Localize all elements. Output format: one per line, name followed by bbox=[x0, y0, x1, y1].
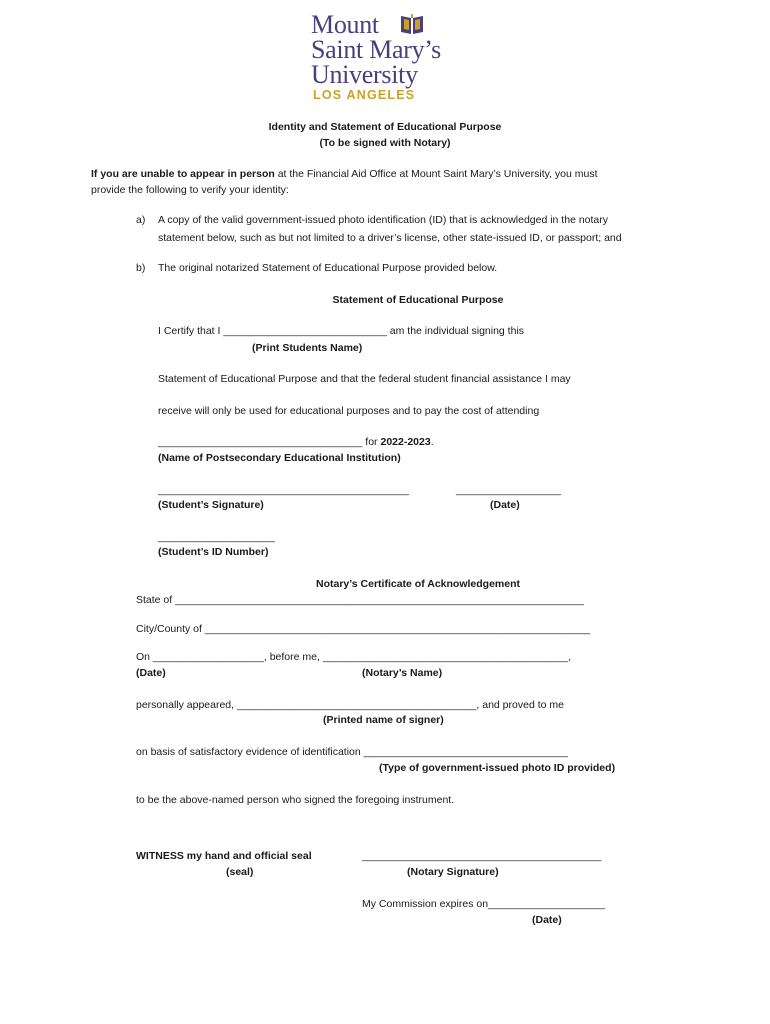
logo-line-saint-marys: Saint Mary’s bbox=[311, 35, 442, 64]
logo-line-university: University bbox=[311, 60, 418, 89]
document-subtitle: (To be signed with Notary) bbox=[319, 137, 451, 149]
intro-line-1 bbox=[91, 168, 598, 180]
item-a-marker: a) bbox=[136, 214, 146, 226]
item-a-line-1: A copy of the valid government-issued photo identification (ID) that is acknowledged in the notary bbox=[158, 214, 609, 226]
student-signature-blank: ___________________________________________ bbox=[158, 484, 410, 496]
item-a-line-2: statement below, such as but not limited to a driver’s license, other state-issued ID, or passport; and bbox=[158, 232, 622, 244]
item-b-line-1: The original notarized Statement of Educational Purpose provided below. bbox=[158, 262, 498, 274]
document-title: Identity and Statement of Educational Purpose bbox=[268, 121, 502, 133]
university-logo bbox=[311, 10, 471, 102]
evidence-line: on basis of satisfactory evidence of identification ___________________________________ bbox=[136, 746, 569, 758]
institution-blank: ___________________________________ for bbox=[158, 436, 381, 448]
intro-bold: If you are unable to appear in person bbox=[91, 168, 275, 180]
institution-period: . bbox=[430, 436, 434, 448]
certify-line: I Certify that I ____________________________ am the individual signing this bbox=[158, 325, 525, 337]
notary-date-label: (Date) bbox=[136, 667, 166, 679]
commission-date-label: (Date) bbox=[532, 914, 562, 926]
notary-signature-label: (Notary Signature) bbox=[407, 866, 499, 878]
witness-line: WITNESS my hand and official seal bbox=[136, 850, 312, 862]
notary-on-line: On ___________________, before me, __________________________________________, bbox=[136, 651, 572, 663]
intro-rest: at the Financial Aid Office at Mount Saint Mary’s University, you must bbox=[274, 168, 598, 180]
logo-line-mount: Mount bbox=[311, 10, 379, 39]
institution-label-text: (Name of Postsecondary Educational Institution) bbox=[158, 452, 401, 464]
student-date-blank: __________________ bbox=[456, 484, 562, 496]
commission-expires-line: My Commission expires on____________________ bbox=[362, 898, 605, 910]
notary-state-line: State of ______________________________________________________________________ bbox=[136, 594, 584, 606]
notary-name-label: (Notary’s Name) bbox=[362, 667, 443, 679]
item-b-marker: b) bbox=[136, 262, 146, 274]
id-type-label: (Type of government-issued photo ID provided) bbox=[379, 762, 616, 774]
personally-appeared-line: personally appeared, _________________________________________, and proved to me bbox=[136, 699, 564, 711]
seal-label: (seal) bbox=[226, 866, 254, 878]
book-crest-icon bbox=[399, 12, 425, 36]
institution-line bbox=[158, 436, 434, 448]
printed-name-label: (Printed name of signer) bbox=[323, 714, 444, 726]
notary-signature-blank: _________________________________________ bbox=[362, 850, 602, 862]
student-signature-label: (Student’s Signature) bbox=[158, 499, 264, 511]
intro-line-2: provide the following to verify your identity: bbox=[91, 184, 289, 196]
institution-label bbox=[158, 452, 401, 464]
award-year: 2022-2023 bbox=[380, 436, 431, 448]
student-id-blank: ____________________ bbox=[158, 531, 275, 543]
statement-heading: Statement of Educational Purpose bbox=[332, 294, 504, 306]
statement-line-a: Statement of Educational Purpose and that the federal student financial assistance I may bbox=[158, 373, 571, 385]
student-id-label: (Student’s ID Number) bbox=[158, 546, 269, 558]
student-date-label: (Date) bbox=[490, 499, 520, 511]
logo-line-los-angeles: LOS ANGELES bbox=[313, 88, 416, 102]
print-name-label: (Print Students Name) bbox=[252, 342, 363, 354]
notary-heading: Notary’s Certificate of Acknowledgement bbox=[315, 578, 521, 590]
statement-line-b: receive will only be used for educational purposes and to pay the cost of attending bbox=[158, 405, 540, 417]
foregoing-line: to be the above-named person who signed the foregoing instrument. bbox=[136, 794, 455, 806]
notary-city-line: City/County of __________________________________________________________________ bbox=[136, 623, 591, 635]
